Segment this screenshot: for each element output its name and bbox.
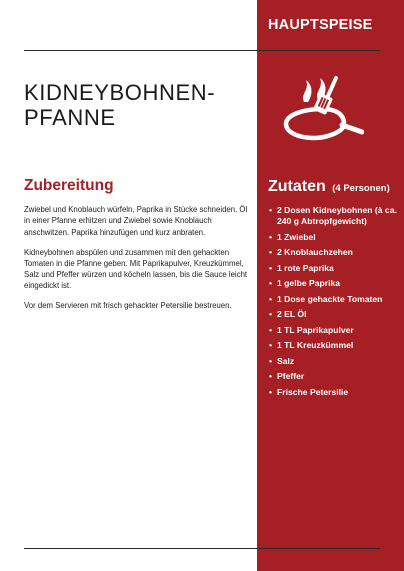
ingredient-text: Pfeffer — [277, 371, 305, 382]
ingredient-text: 1 rote Paprika — [277, 262, 334, 273]
preparation-text — [24, 204, 249, 320]
ingredient-item — [269, 387, 397, 398]
bullet-icon: • — [269, 247, 273, 258]
category-label: HAUPTSPEISE — [268, 17, 373, 33]
preparation-paragraph: Kidneybohnen abspülen und zusammen mit den gehackten Tomaten in die Pfanne geben. Mit Paprikapulver, Kreuzkümmel, Salz und Pfeffer würzen und köcheln lassen, bis die Sauce leicht eingedickt ist. — [24, 247, 248, 291]
bullet-icon: • — [269, 309, 273, 320]
ingredient-text: Salz — [277, 355, 295, 366]
bullet-icon: • — [269, 371, 273, 382]
bullet-icon: • — [269, 340, 273, 351]
ingredient-list — [269, 205, 397, 402]
ingredient-text: 2 EL Öl — [277, 309, 307, 320]
ingredient-text: 1 TL Paprikapulver — [277, 324, 354, 335]
ingredient-item — [269, 294, 397, 305]
bullet-icon: • — [269, 324, 273, 335]
bullet-icon: • — [269, 262, 273, 273]
bullet-icon: • — [269, 205, 273, 215]
ingredient-item — [269, 232, 397, 243]
recipe-title-line: PFANNE — [24, 105, 116, 130]
frying-pan-icon — [278, 74, 364, 152]
ingredient-item — [269, 371, 397, 382]
preparation-heading: Zubereitung — [24, 177, 114, 194]
ingredient-item — [269, 205, 397, 227]
ingredient-text: 1 Dose gehackte Tomaten — [277, 293, 383, 304]
ingredient-text: 1 gelbe Paprika — [277, 278, 341, 289]
top-divider — [24, 50, 380, 51]
bullet-icon: • — [269, 293, 273, 304]
ingredient-item — [269, 263, 397, 274]
ingredients-title: Zutaten — [268, 178, 326, 195]
ingredient-text: 2 Dosen Kidneybohnen (à ca. 240 g Abtropfgewicht) — [277, 205, 397, 227]
ingredient-item — [269, 340, 397, 351]
ingredient-item — [269, 278, 397, 289]
bottom-divider — [24, 548, 380, 549]
bullet-icon: • — [269, 278, 273, 289]
ingredient-text: Frische Petersilie — [277, 386, 349, 397]
ingredient-item — [269, 247, 397, 258]
recipe-title-line: KIDNEYBOHNEN- — [24, 80, 216, 105]
bullet-icon: • — [269, 386, 273, 397]
ingredient-item — [269, 309, 397, 320]
preparation-paragraph: Zwiebel und Knoblauch würfeln, Paprika in Stücke schneiden. Öl in einer Pfanne erhitzen und Zwiebel sowie Knoblauch anschwitzen. Paprika hinzufügen und kurz anbraten. — [24, 205, 248, 237]
ingredients-heading — [268, 178, 390, 196]
bullet-icon: • — [269, 231, 273, 242]
servings-note: (4 Personen) — [332, 183, 390, 194]
bullet-icon: • — [269, 355, 273, 366]
ingredient-text: 1 TL Kreuzkümmel — [277, 340, 354, 351]
ingredient-text: 2 Knoblauchzehen — [277, 247, 353, 258]
recipe-title — [24, 80, 249, 130]
ingredient-item — [269, 356, 397, 367]
ingredient-text: 1 Zwiebel — [277, 231, 316, 242]
ingredient-item — [269, 325, 397, 336]
preparation-paragraph: Vor dem Servieren mit frisch gehackter Petersilie bestreuen. — [24, 301, 232, 311]
